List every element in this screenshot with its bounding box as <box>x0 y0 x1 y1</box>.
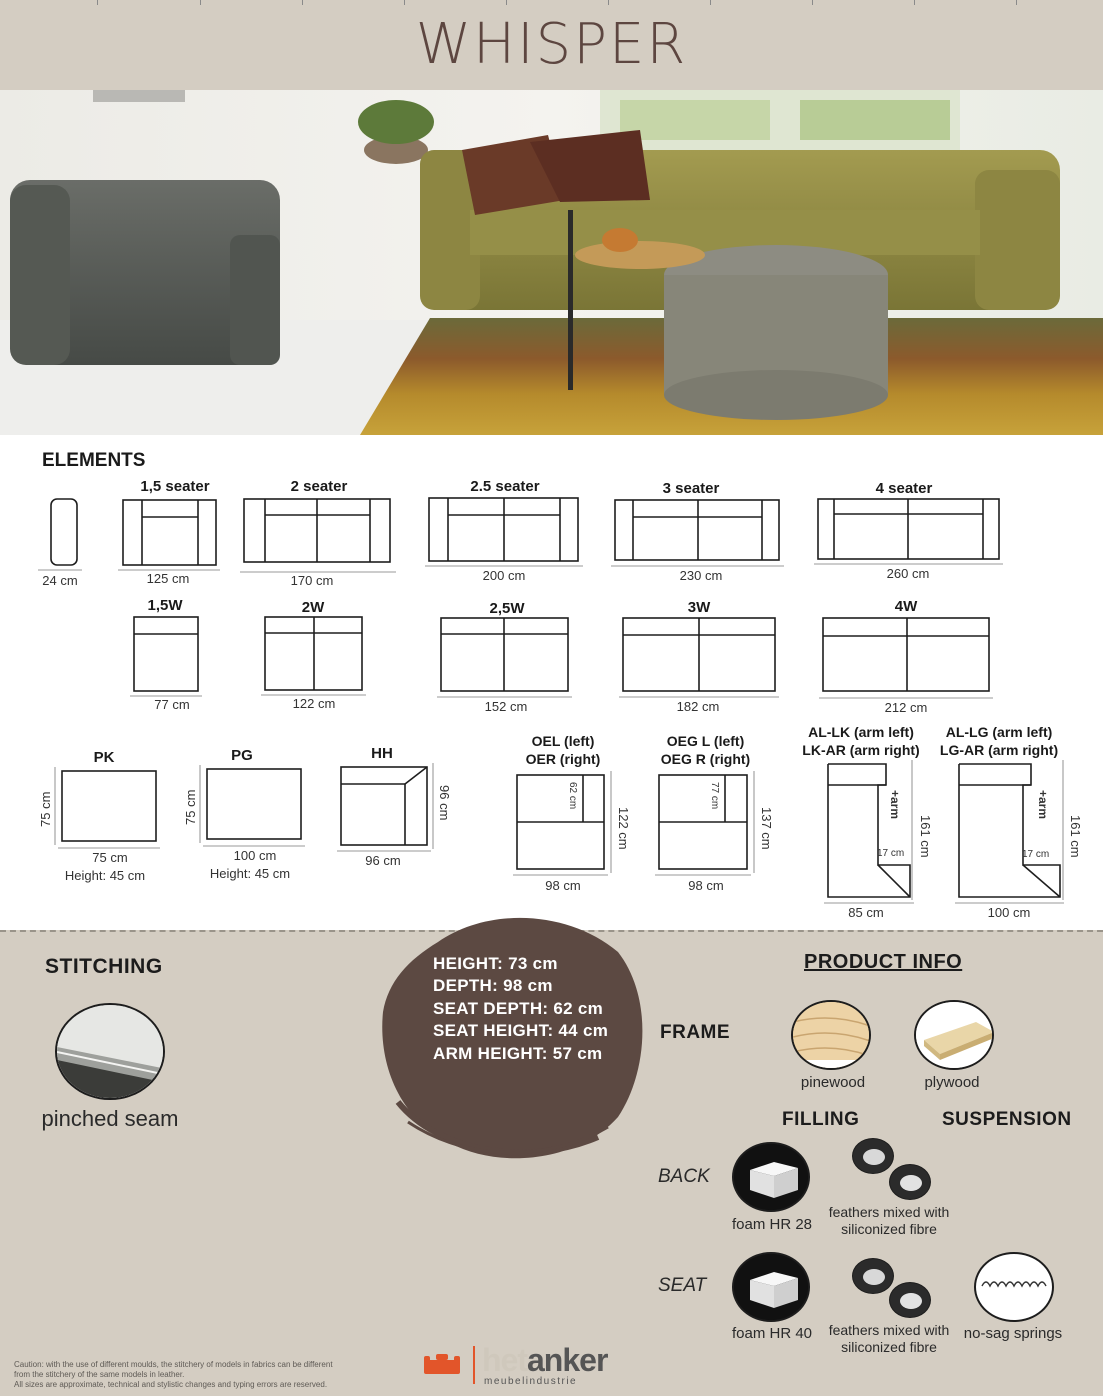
w-4-dim: 212 cm <box>884 700 928 715</box>
foam-hr28-image <box>732 1142 810 1212</box>
oeg-width: 98 cm <box>688 878 724 893</box>
spec-depth: DEPTH: 98 cm <box>433 976 553 995</box>
plywood-caption: plywood <box>924 1074 980 1091</box>
caution-note <box>14 1360 414 1390</box>
pk-width: 75 cm <box>92 850 128 865</box>
allk-arm: +arm <box>888 790 902 820</box>
ruler-tick <box>1016 0 1017 5</box>
w-2-5-dim: 152 cm <box>484 699 528 714</box>
pk-height: Height: 45 cm <box>64 868 146 883</box>
armrest-shape <box>51 499 77 565</box>
seater-3-label: 3 seater <box>662 480 720 497</box>
pinched-seam-image <box>55 1003 165 1100</box>
feather-icon <box>852 1138 894 1174</box>
oel-label-right: OER (right) <box>525 751 601 767</box>
oel-inner: 62 cm <box>567 782 578 810</box>
filling-label: FILLING <box>782 1109 860 1130</box>
seater-2-5-shape <box>429 498 578 561</box>
w-3-label: 3W <box>687 599 711 616</box>
stitching-heading: STITCHING <box>45 955 163 978</box>
w-3-shape <box>623 618 775 691</box>
seater-4-shape <box>818 499 999 559</box>
w-1-5-shape <box>134 617 198 691</box>
w-2-shape <box>265 617 362 690</box>
seat-label: SEAT <box>658 1275 707 1296</box>
seater-1-5-shape <box>123 500 216 565</box>
allg-width: 100 cm <box>987 905 1031 920</box>
w-2-label: 2W <box>301 599 325 616</box>
seater-2-5-dim: 200 cm <box>482 568 526 583</box>
hh-shape <box>341 767 427 845</box>
w-3-dim: 182 cm <box>676 699 720 714</box>
ruler-tick <box>914 0 915 5</box>
oel-depth: 122 cm <box>616 807 631 850</box>
hh-depth: 96 cm <box>437 785 452 821</box>
w-1-5-label: 1,5W <box>147 597 183 614</box>
foam-hr40-image <box>732 1252 810 1322</box>
spec-seat-depth: SEAT DEPTH: 62 cm <box>433 999 604 1018</box>
ruler-tick <box>710 0 711 5</box>
pg-label: PG <box>231 747 253 764</box>
pg-height: Height: 45 cm <box>209 866 291 881</box>
ruler-tick <box>506 0 507 5</box>
oeg-shape <box>659 775 747 869</box>
w-2-5-shape <box>441 618 568 691</box>
w-2-5-label: 2,5W <box>489 600 525 617</box>
seater-1-5-dim: 125 cm <box>146 571 190 586</box>
foam-hr40-caption: foam HR 40 <box>731 1325 813 1342</box>
w-4-shape <box>823 618 989 691</box>
seater-3-shape <box>615 500 779 560</box>
feathers-back-caption-2: siliconized fibre <box>841 1221 937 1237</box>
oeg-inner: 77 cm <box>709 782 720 810</box>
allg-label-left: AL-LG (arm left) <box>945 724 1053 740</box>
seater-4-label: 4 seater <box>875 480 933 497</box>
seater-2-shape <box>244 499 390 562</box>
allg-inner: 17 cm <box>1022 849 1050 860</box>
back-label: BACK <box>658 1166 710 1187</box>
feather-icon <box>889 1282 931 1318</box>
pk-shape <box>62 771 156 841</box>
oel-label-left: OEL (left) <box>531 733 595 749</box>
w-4-label: 4W <box>894 598 918 615</box>
frame-label: FRAME <box>660 1022 731 1043</box>
ruler-tick <box>97 0 98 5</box>
pinewood-image <box>791 1000 871 1070</box>
feather-icon <box>889 1164 931 1200</box>
seater-3-dim: 230 cm <box>679 568 723 583</box>
caution-line: All sizes are approximate, technical and stylistic changes and typing errors are reserved. <box>14 1380 328 1389</box>
allk-inner: 17 cm <box>877 848 905 859</box>
seater-2-5-label: 2.5 seater <box>470 478 540 495</box>
seater-1-5-label: 1,5 seater <box>140 478 210 495</box>
brand-anker: anker <box>527 1342 608 1378</box>
brand-het: het <box>482 1342 527 1378</box>
w-1-5-dim: 77 cm <box>154 697 190 712</box>
w-2-dim: 122 cm <box>292 696 336 711</box>
elements-drawings <box>0 435 1103 930</box>
spec-height: HEIGHT: 73 cm <box>433 954 558 973</box>
hh-label: HH <box>371 745 393 762</box>
ruler-tick <box>608 0 609 5</box>
ruler-tick <box>404 0 405 5</box>
allk-depth: 161 cm <box>918 815 933 858</box>
seater-2-label: 2 seater <box>290 478 348 495</box>
feather-icon <box>852 1258 894 1294</box>
pk-label: PK <box>93 749 115 766</box>
seater-4-dim: 260 cm <box>886 566 930 581</box>
no-sag-springs-image <box>974 1252 1054 1322</box>
feathers-seat-caption-2: siliconized fibre <box>841 1339 937 1355</box>
elements-heading: ELEMENTS <box>42 450 146 471</box>
product-info-heading: PRODUCT INFO <box>804 951 963 973</box>
pg-width: 100 cm <box>233 848 277 863</box>
no-sag-springs-caption: no-sag springs <box>963 1325 1063 1342</box>
het-anker-logo-icon <box>424 1350 470 1380</box>
foam-hr28-caption: foam HR 28 <box>731 1216 813 1233</box>
hh-width: 96 cm <box>365 853 401 868</box>
oel-shape <box>517 775 604 869</box>
caution-line: Caution: with the use of different moulds, the stitchery of models in fabrics can be different <box>14 1360 333 1369</box>
oeg-label-right: OEG R (right) <box>660 751 751 767</box>
pinewood-caption: pinewood <box>800 1074 866 1091</box>
brand-name <box>482 1342 607 1379</box>
product-photo <box>0 90 1103 435</box>
oeg-label-left: OEG L (left) <box>666 733 745 749</box>
spec-seat-height: SEAT HEIGHT: 44 cm <box>433 1021 609 1040</box>
suspension-label: SUSPENSION <box>942 1109 1072 1130</box>
pg-depth: 75 cm <box>183 789 198 825</box>
allg-depth: 161 cm <box>1068 815 1083 858</box>
oeg-depth: 137 cm <box>759 807 774 850</box>
oel-width: 98 cm <box>545 878 581 893</box>
product-title: WHISPER <box>415 12 688 77</box>
plywood-image <box>914 1000 994 1070</box>
ruler-tick <box>812 0 813 5</box>
spec-arm-height: ARM HEIGHT: 57 cm <box>433 1044 603 1063</box>
ruler-tick <box>200 0 201 5</box>
feathers-back-caption: feathers mixed with <box>828 1204 950 1220</box>
pk-depth: 75 cm <box>38 791 53 827</box>
allk-label-right: LK-AR (arm right) <box>802 742 920 758</box>
allk-label-left: AL-LK (arm left) <box>808 724 914 740</box>
logo-divider <box>473 1346 475 1384</box>
feathers-seat-caption: feathers mixed with <box>828 1322 950 1338</box>
allg-label-right: LG-AR (arm right) <box>939 742 1059 758</box>
allk-width: 85 cm <box>848 905 884 920</box>
caution-line: from the stitchery of the same models in leather. <box>14 1370 185 1379</box>
allk-shape <box>828 764 910 897</box>
allg-arm: +arm <box>1036 790 1050 820</box>
stitching-caption: pinched seam <box>41 1106 179 1131</box>
brand-subtitle: meubelindustrie <box>484 1376 578 1387</box>
allg-shape <box>959 764 1060 897</box>
elements-section <box>0 435 1103 930</box>
pg-shape <box>207 769 301 839</box>
armrest-dim: 24 cm <box>42 573 78 588</box>
seater-2-dim: 170 cm <box>290 573 334 588</box>
ruler-tick <box>302 0 303 5</box>
